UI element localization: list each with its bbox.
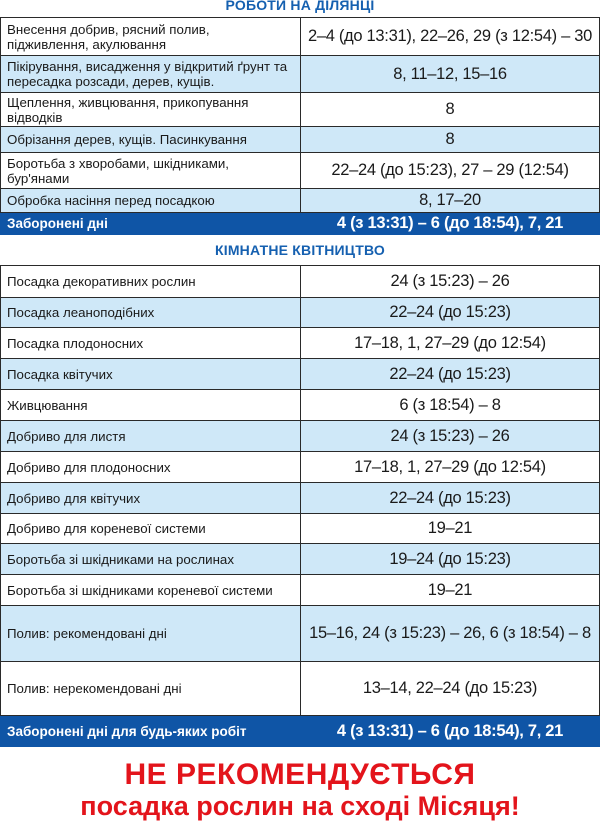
task-name: Добриво для листя bbox=[1, 421, 301, 452]
task-days: 8, 17–20 bbox=[301, 189, 600, 213]
task-name: Живцювання bbox=[1, 390, 301, 421]
table-row bbox=[1, 452, 600, 483]
garden-section-title: РОБОТИ НА ДІЛЯНЦІ bbox=[225, 0, 375, 13]
warning-subline: посадка рослин на сході Місяця! bbox=[80, 791, 520, 821]
task-name: Пікірування, висадження у відкритий ґрунт та пересадка розсади, дерев, кущів. bbox=[1, 56, 301, 93]
task-days: 17–18, 1, 27–29 (до 12:54) bbox=[301, 328, 600, 359]
table-row bbox=[1, 56, 600, 93]
task-name: Боротьба з хворобами, шкідниками, бур'янами bbox=[1, 153, 301, 189]
task-name: Добриво для плодоносних bbox=[1, 452, 301, 483]
task-name: Боротьба зі шкідниками на рослинах bbox=[1, 544, 301, 575]
task-days: 22–24 (до 15:23), 27 – 29 (12:54) bbox=[301, 153, 600, 189]
task-days: 24 (з 15:23) – 26 bbox=[301, 266, 600, 298]
task-name: Посадка квітучих bbox=[1, 359, 301, 390]
task-name: Щеплення, живцювання, прикопування відводків bbox=[1, 93, 301, 127]
task-name: Обробка насіння перед посадкою bbox=[1, 189, 301, 213]
task-name: Внесення добрив, рясний полив, підживлення, акулювання bbox=[1, 18, 301, 56]
task-days: 24 (з 15:23) – 26 bbox=[301, 421, 600, 452]
table-row bbox=[1, 266, 600, 298]
task-days: 22–24 (до 15:23) bbox=[301, 359, 600, 390]
indoor-section-title: КІМНАТНЕ КВІТНИЦТВО bbox=[214, 242, 385, 258]
task-name: Посадка леаноподібних bbox=[1, 298, 301, 328]
warning-headline: НЕ РЕКОМЕНДУЄТЬСЯ bbox=[124, 758, 476, 791]
task-days: 8 bbox=[301, 127, 600, 153]
task-name: Посадка декоративних рослин bbox=[1, 266, 301, 298]
forbidden-days-row bbox=[1, 213, 600, 235]
forbidden-days-label: Заборонені дні для будь-яких робіт bbox=[1, 716, 301, 747]
task-days: 15–16, 24 (з 15:23) – 26, 6 (з 18:54) – 8 bbox=[301, 606, 600, 662]
table-row bbox=[1, 93, 600, 127]
table-row bbox=[1, 328, 600, 359]
table-row bbox=[1, 544, 600, 575]
task-days: 6 (з 18:54) – 8 bbox=[301, 390, 600, 421]
garden-table bbox=[0, 17, 600, 235]
task-days: 19–24 (до 15:23) bbox=[301, 544, 600, 575]
table-row bbox=[1, 189, 600, 213]
table-row bbox=[1, 606, 600, 662]
table-row bbox=[1, 575, 600, 606]
task-days: 2–4 (до 13:31), 22–26, 29 (з 12:54) – 30 bbox=[301, 18, 600, 56]
task-name: Боротьба зі шкідниками кореневої системи bbox=[1, 575, 301, 606]
warning-banner bbox=[0, 759, 600, 821]
table-row bbox=[1, 390, 600, 421]
task-name: Полив: рекомендовані дні bbox=[1, 606, 301, 662]
task-days: 8 bbox=[301, 93, 600, 127]
indoor-table bbox=[0, 265, 600, 747]
task-days: 19–21 bbox=[301, 514, 600, 544]
forbidden-days-value: 4 (з 13:31) – 6 (до 18:54), 7, 21 bbox=[301, 716, 600, 747]
forbidden-days-label: Заборонені дні bbox=[1, 213, 301, 235]
task-days: 22–24 (до 15:23) bbox=[301, 298, 600, 328]
task-name: Посадка плодоносних bbox=[1, 328, 301, 359]
task-name: Обрізання дерев, кущів. Пасинкування bbox=[1, 127, 301, 153]
table-row bbox=[1, 18, 600, 56]
task-name: Полив: нерекомендовані дні bbox=[1, 662, 301, 716]
task-days: 8, 11–12, 15–16 bbox=[301, 56, 600, 93]
task-days: 13–14, 22–24 (до 15:23) bbox=[301, 662, 600, 716]
forbidden-days-value: 4 (з 13:31) – 6 (до 18:54), 7, 21 bbox=[301, 213, 600, 235]
table-row bbox=[1, 421, 600, 452]
task-days: 22–24 (до 15:23) bbox=[301, 483, 600, 514]
table-row bbox=[1, 483, 600, 514]
table-row bbox=[1, 514, 600, 544]
table-row bbox=[1, 359, 600, 390]
forbidden-days-row bbox=[1, 716, 600, 747]
table-row bbox=[1, 127, 600, 153]
table-row bbox=[1, 153, 600, 189]
task-name: Добриво для кореневої системи bbox=[1, 514, 301, 544]
table-row bbox=[1, 662, 600, 716]
task-name: Добриво для квітучих bbox=[1, 483, 301, 514]
task-days: 19–21 bbox=[301, 575, 600, 606]
table-row bbox=[1, 298, 600, 328]
task-days: 17–18, 1, 27–29 (до 12:54) bbox=[301, 452, 600, 483]
